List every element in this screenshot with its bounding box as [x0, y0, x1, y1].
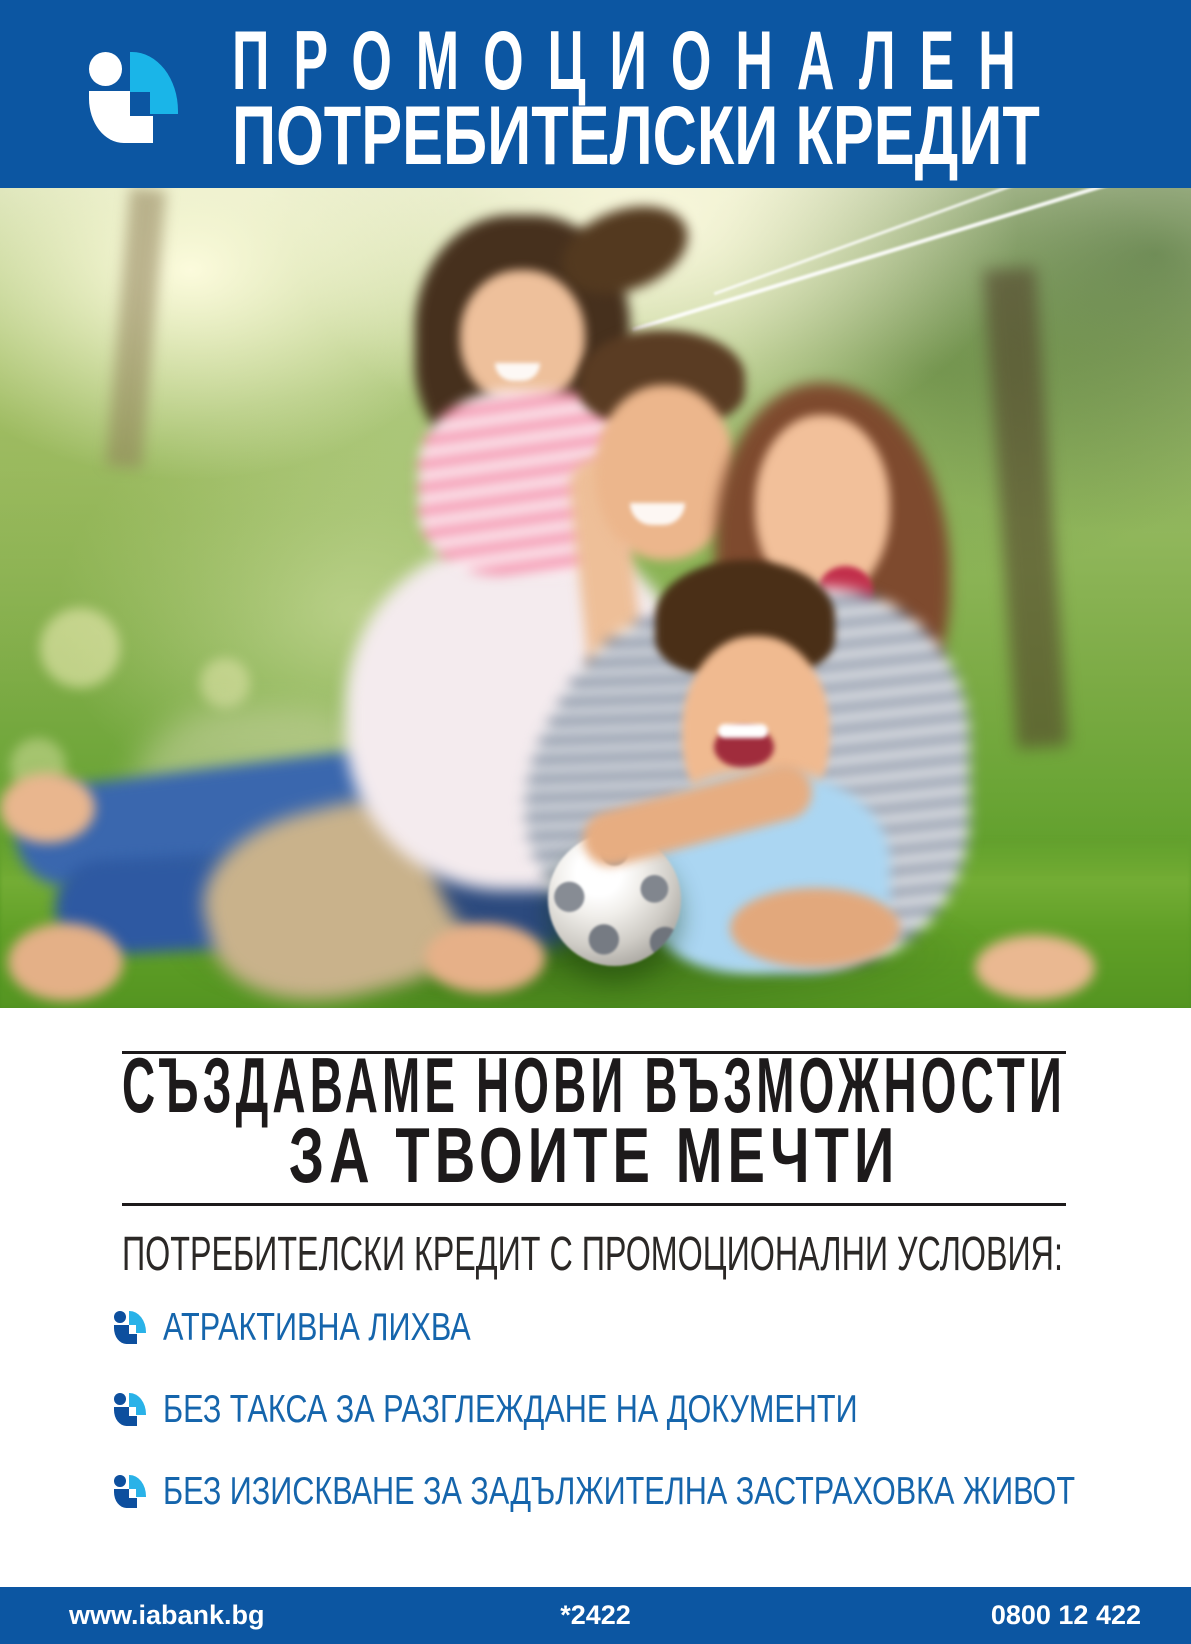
- logo-body-shape: [114, 1407, 129, 1426]
- bokeh-light: [200, 658, 250, 708]
- header-banner: [0, 0, 1191, 188]
- bare-foot: [8, 923, 123, 1001]
- benefit-label: АТРАКТИВНА ЛИХВА: [163, 1304, 471, 1349]
- list-item: [113, 1304, 1191, 1349]
- iab-logo-bullet-icon: [113, 1310, 147, 1345]
- hands-on-ball: [730, 888, 900, 968]
- logo-body-shape: [114, 1489, 129, 1508]
- boy-teeth: [718, 724, 768, 738]
- logo-head-shape: [114, 1393, 126, 1405]
- power-line: [632, 188, 1169, 332]
- logo-head-shape: [114, 1311, 126, 1323]
- logo-head-shape: [89, 52, 122, 86]
- iab-logo-bullet-icon: [113, 1392, 147, 1427]
- dad-hand-on-grass: [425, 923, 545, 993]
- short-dial-code: *2422: [560, 1600, 631, 1630]
- benefits-list: [113, 1304, 1191, 1555]
- logo-notch-shape: [129, 1489, 136, 1497]
- logo-body-shape: [114, 1325, 129, 1344]
- logo-notch-shape: [130, 92, 150, 114]
- logo-notch-shape: [129, 1407, 136, 1415]
- benefit-label: БЕЗ ТАКСА ЗА РАЗГЛЕЖДАНЕ НА ДОКУМЕНТИ: [163, 1386, 858, 1431]
- logo-head-shape: [114, 1475, 126, 1487]
- girl-face: [460, 270, 585, 405]
- header-title-line1: ПРОМОЦИОНАЛЕН: [232, 13, 1040, 108]
- mom-hand-on-grass: [975, 935, 1095, 1000]
- footer-banner: [0, 1587, 1191, 1644]
- benefit-label: БЕЗ ИЗИСКВАНЕ ЗА ЗАДЪЛЖИТЕЛНА ЗАСТРАХОВКА ЖИВОТ: [163, 1468, 1076, 1513]
- power-line-2: [714, 188, 1157, 295]
- logo-body-ext-shape: [128, 116, 154, 143]
- bokeh-light: [40, 608, 120, 688]
- bare-foot: [0, 773, 95, 843]
- family-photo: [0, 188, 1191, 1008]
- logo-notch-shape: [129, 1325, 136, 1333]
- tree-trunk-left: [106, 188, 166, 469]
- logo-body-ext-shape: [128, 1498, 137, 1508]
- website-url: www.iabank.bg: [69, 1600, 265, 1630]
- header-title-line2: ПОТРЕБИТЕЛСКИ КРЕДИТ: [232, 88, 1040, 183]
- bank-logo-icon: [85, 48, 180, 145]
- logo-body-ext-shape: [128, 1334, 137, 1344]
- main-heading-line1: СЪЗДАВАМЕ НОВИ ВЪЗМОЖНОСТИ: [122, 1041, 1067, 1129]
- logo-body-ext-shape: [128, 1416, 137, 1426]
- phone-number: 0800 12 422: [990, 1600, 1141, 1630]
- list-item: [113, 1468, 1191, 1513]
- logo-body-shape: [89, 91, 130, 143]
- tree-trunk-right: [983, 267, 1068, 749]
- main-heading-line2: ЗА ТВОИТЕ МЕЧТИ: [288, 1111, 900, 1199]
- subtitle: ПОТРЕБИТЕЛСКИ КРЕДИТ С ПРОМОЦИОНАЛНИ УСЛОВИЯ:: [122, 1225, 1063, 1281]
- divider-rule-bottom: [122, 1203, 1066, 1206]
- list-item: [113, 1386, 1191, 1431]
- dad-face: [595, 385, 735, 560]
- iab-logo-bullet-icon: [113, 1474, 147, 1509]
